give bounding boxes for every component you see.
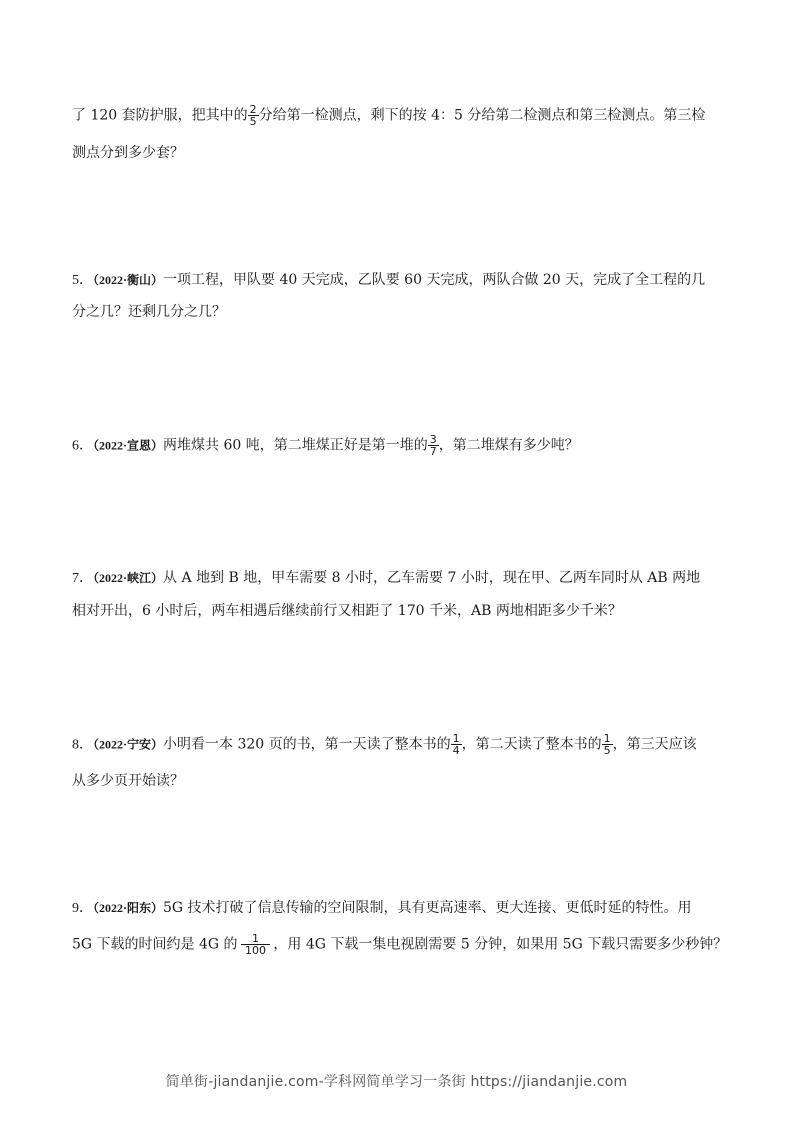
q8-frac1-denominator: 4: [452, 744, 460, 757]
q5-line-2: 分之几？还剩几分之几？: [72, 304, 226, 320]
q9-text: 5G 技术打破了信息传输的空间限制，具有更高速率、更大连接、更低时延的特性。用: [163, 900, 692, 916]
q9-number: 9．: [72, 901, 93, 916]
q9-fraction: [243, 933, 268, 956]
q8-text-b: ，第二天读了整本书的: [461, 736, 602, 753]
q9-text-b: ，用 4G 下载一集电视剧需要 5 分钟，如果用 5G 下载只需要多少秒钟？: [268, 936, 728, 953]
q4-text-b: 分给第一检测点，剩下的按 4：5 分给第二检测点和第三检测点。第三检: [258, 107, 706, 124]
q8-text-a: 小明看一本 320 页的书，第一天读了整本书的: [163, 736, 451, 753]
page-footer: 简单街-jiandanjie.com-学科网简单学习一条街 https://jiandanjie.com: [165, 1074, 628, 1090]
q5-source: （2022·衡山）: [93, 273, 164, 287]
q7-number: 7．: [72, 571, 93, 586]
q5-line-1: [72, 270, 705, 291]
q7-text: 从 A 地到 B 地，甲车需要 8 小时，乙车需要 7 小时，现在甲、乙两车同时从 AB 两地: [163, 570, 701, 586]
q4-frac-numerator: 2: [249, 103, 257, 116]
q8-line-1: [72, 733, 697, 756]
q9-source: （2022·阳东）: [93, 901, 164, 915]
q4-fraction: [249, 104, 258, 127]
q4-text-a: 了 120 套防护服，把其中的: [72, 107, 248, 124]
q8-number: 8．: [72, 737, 93, 753]
q8-frac2-numerator: 1: [603, 732, 611, 745]
q9-line-1: [72, 898, 692, 919]
q8-line-2: 从多少页开始读？: [72, 773, 184, 789]
q8-text-c: ，第三天应该: [612, 736, 697, 753]
q6-text-b: ，第二堆煤有多少吨？: [438, 437, 579, 454]
q6-line-1: [72, 434, 579, 457]
q7-line-1: [72, 568, 700, 589]
q9-frac-numerator: 1: [251, 932, 259, 945]
q8-fraction-2: [603, 733, 612, 756]
q8-source: （2022·宁安）: [93, 737, 164, 752]
q9-line-2: [72, 933, 727, 956]
q6-source: （2022·宣恩）: [93, 438, 164, 453]
q7-line-2: 相对开出，6 小时后，两车相遇后继续前行又相距了 170 千米，AB 两地相距多少千米？: [72, 603, 622, 619]
q9-text-a: 5G 下载的时间约是 4G 的: [72, 936, 242, 953]
q8-frac1-numerator: 1: [452, 732, 460, 745]
q8-frac2-denominator: 5: [603, 744, 611, 757]
q6-number: 6．: [72, 438, 93, 454]
q6-frac-denominator: 7: [429, 445, 437, 458]
q5-number: 5．: [72, 273, 93, 288]
q6-text-a: 两堆煤共 60 吨，第二堆煤正好是第一堆的: [163, 437, 428, 454]
q4-frac-denominator: 5: [249, 115, 257, 128]
q5-text: 一项工程，甲队要 40 天完成，乙队要 60 天完成，两队合做 20 天，完成了全工程的几: [163, 272, 706, 288]
q6-fraction: [429, 434, 438, 457]
q9-frac-denominator: 100: [244, 944, 266, 957]
q8-fraction-1: [452, 733, 461, 756]
q6-frac-numerator: 3: [429, 433, 437, 446]
q7-source: （2022·峡江）: [93, 571, 164, 585]
q4-line-2: 测点分到多少套？: [72, 145, 184, 161]
q4-line-1: [72, 104, 705, 127]
